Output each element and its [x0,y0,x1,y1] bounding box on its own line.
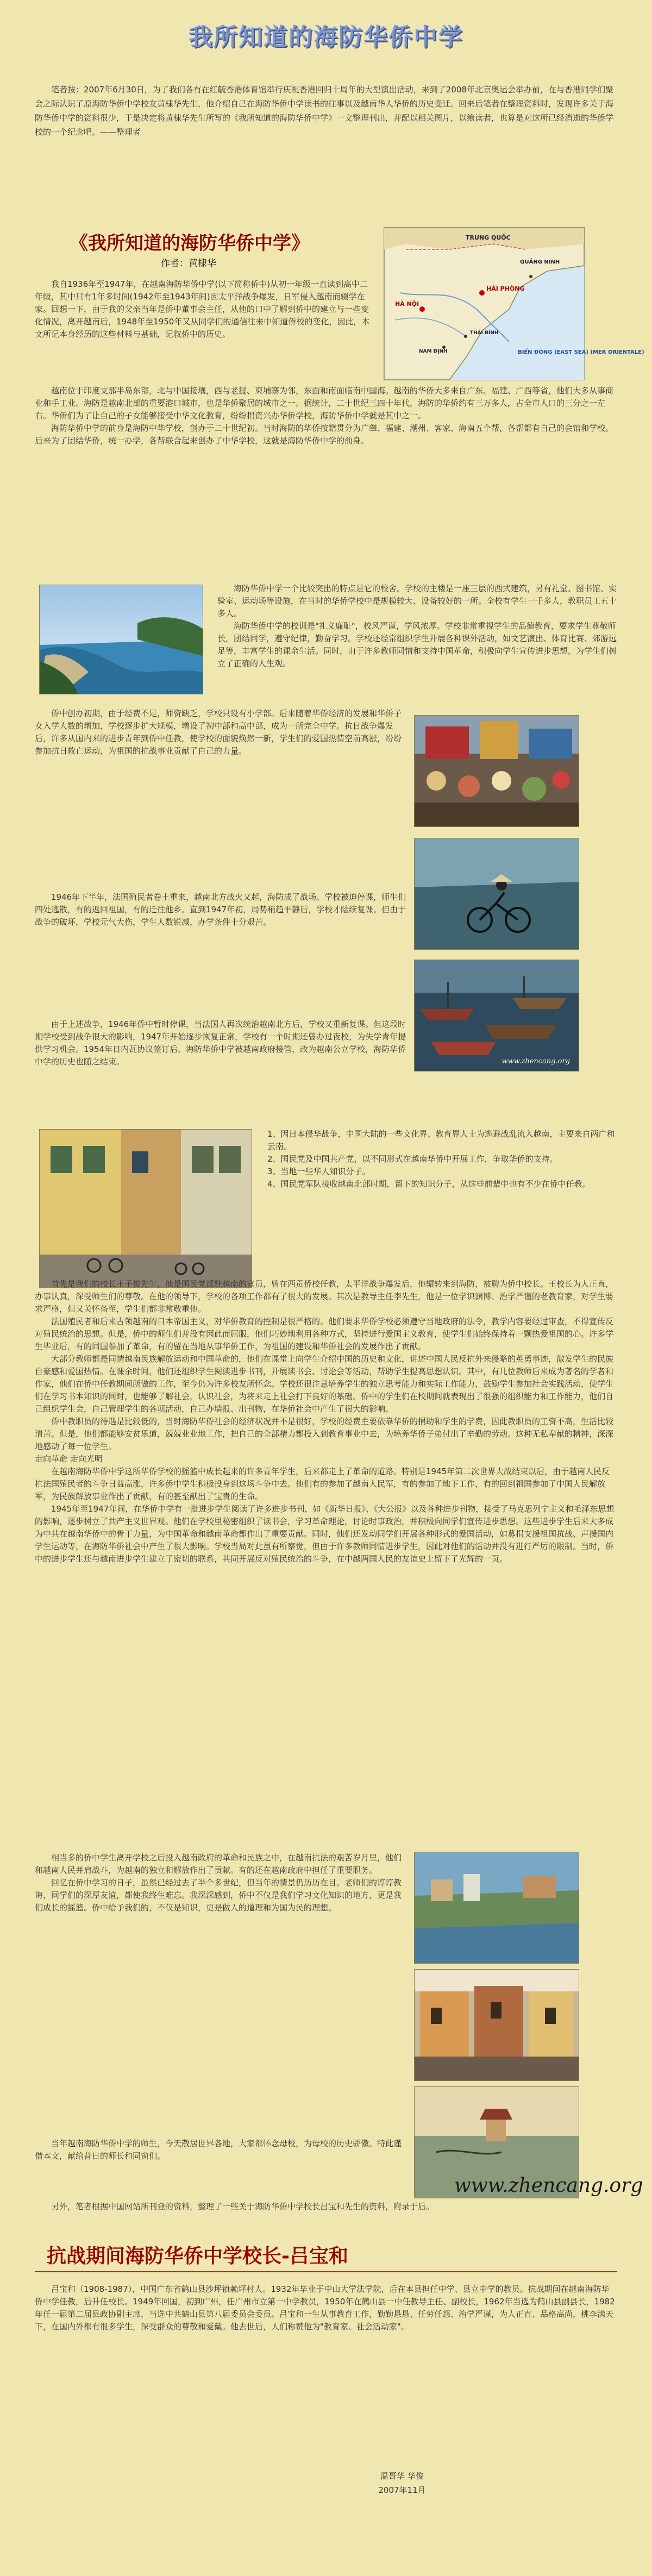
section2-divider [35,2271,617,2272]
river-image [415,1852,579,1963]
article-paragraph-7: 1946年下半年，法国殖民者卷土重来，越南北方战火又起，海防成了战场。学校被迫停课，师生们四处逃散，有的返回祖国，有的迁往他乡。直到1947年初，局势稍趋平静后，学校才陆续复课。但由于战争的破坏，学校元气大伤，学生人数锐减，办学条件十分艰苦。 [35,892,406,927]
section2-bio-paragraph: 吕宝和（1908-1987），中国广东省鹤山县沙坪镇赖坪村人。1932年毕业于中山大学法学院，后在本县担任中学、县立中学的教员。抗战期间在越南海防华侨中学任教，后升任校长。1949年回国，初到广州，任广州市立第一中学教员，1950年在鹤山县一中任教导主任、副校长，1962年当选为鹤山县副县长，1982年任一届第二届县政协副主席，当选中共鹤山县第八届委员会委员。吕宝和一生从事教育工作，勤勤恳恳、任劳任怨、治学严谨，为人正直、品格高尚，桃李满天下，在国内外都有很多学生，深受群众的尊敬和爱戴。他去世后，人们称赞他为"教育家、社会活动家"。 [35,2284,615,2331]
article-paragraph-5: 海防华侨中学的校训是"礼义廉耻"，校风严谨，学风浓厚。学校非常重视学生的品德教育，要求学生尊敬师长，团结同学，遵守纪律，勤奋学习。学校还经常组织学生开展各种课外活动，如文艺演出、体育比赛、郊游远足等，丰富学生的课余生活。同时，由于许多教师同情和支持中国革命，积极向学生宣传进步思想，为学生们树立了正确的人生观。 [217,621,617,668]
map-label-quang-ninh: QUẢNG NINH [520,259,560,265]
article-title: 《我所知道的海防华侨中学》 [70,233,310,254]
map-label-hai-phong: HẢI PHÒNG [486,285,525,292]
site-logo: www.zhencang.org [454,2174,643,2197]
list-item-4: 4、国民党军队接收越南北部时期，留下的知识分子，从这些前辈中也有不少在侨中任教。 [267,1179,591,1189]
list-item-3: 3、当地一些华人知识分子。 [267,1167,371,1176]
photo-river [414,1852,579,1964]
street-image [40,1130,252,1287]
article-block-d [35,707,409,757]
old-quarter-image [415,1970,579,2080]
article-block-j [35,2138,409,2163]
article-paragraph-13: 走向革命 走向光明 [35,1454,103,1464]
photo-old-quarter [414,1969,579,2081]
article-paragraph-3: 海防华侨中学的前身是海防中华学校，创办于二十世纪初。当时海防的华侨按籍贯分为广肇、福建、潮州、客家、海南五个帮，各帮都有自己的会馆和学校。后来为了团结华侨，统一办学，各帮联合起来创办了中华学校，这就是海防华侨中学的前身。 [35,423,614,446]
article-paragraph-2: 越南位于印度支那半岛东部，北与中国接壤，西与老挝、柬埔寨为邻，东面和南面临南中国海。越南的华侨大多来自广东、福建、广西等省，他们大多从事商业和手工业。海防是越南北部的重要港口城市，也是华侨聚居的城市之一。据统计，二十世纪三四十年代，海防的华侨约有三万多人，占全市人口的三分之一左右。华侨们为了让自己的子女能够接受中华文化教育，纷纷捐资兴办华侨学校，海防华侨中学就是其中之一。 [35,386,614,421]
article-paragraph-12: 侨中教职员的待遇是比较低的，当时海防华侨社会的经济状况并不是很好，学校的经费主要依靠华侨的捐助和学生的学费，因此教职员的工资不高，生活比较清苦。但是，他们都能够安贫乐道，兢兢业业地工作，把自己的全部精力都投入到教育事业中去，为培养华侨子弟付出了辛勤的劳动。这种无私奉献的精神，深深地感动了每一位学生。 [35,1417,614,1451]
banner-title: 我所知道的海防华侨中学 [189,23,463,51]
article-paragraph-4: 海防华侨中学一个比较突出的特点是它的校舍。学校的主楼是一座三层的西式建筑，另有礼堂、图书馆、实验室、运动场等设施，在当时的华侨学校中是规模较大、设备较好的一所。全校有学生一千多人，教职员工五十多人。 [217,584,617,618]
cyclist-image [415,838,579,949]
article-block-h [35,1278,617,1565]
article-paragraph-8: 由于上述战争，1946年侨中暂时停课，当法国人再次统治越南北方后，学校又重新复课。但这段时期学校受到战争很大的影响，1947年开始逐步恢复正常，学校有一个时期还曾办过夜校，为失学青年提供学习机会。1954年日内瓦协议签订后，海防华侨中学被越南政府接管，改为越南公立学校，海防华侨中学的历史也随之结束。 [35,1019,406,1067]
article-block-i [35,1852,409,1914]
article-paragraph-10: 法国殖民者和后来占领越南的日本帝国主义，对华侨教育的控制是很严格的。他们要求华侨学校必须遵守当地政府的法令，教学内容要经过审查，不得宣传反对殖民统治的思想。但是，侨中的师生们并没有因此而屈服，他们巧妙地利用各种方式，坚持进行爱国主义教育，使学生们始终保持着一颗热爱祖国的心。许多学生毕业后，有的回国参加了革命，有的留在当地从事华侨工作，为祖国的建设和华侨社会的发展作出了贡献。 [35,1317,614,1351]
article-paragraph-19: 另外，笔者根据中国网站所刊登的资料，整理了一些关于海防华侨中学校长吕宝和先生的资料，附录于后。 [51,2202,435,2211]
banner [35,0,617,49]
photo-market [414,715,579,827]
signature-date: 2007年11月 [378,2485,426,2495]
article-block-a [35,278,376,341]
article-paragraph-15: 1945年至1947年间，在华侨中学有一批进步学生阅读了许多进步书刊，如《新华日报》、《大公报》以及各种进步刊物，接受了马克思列宁主义和毛泽东思想的影响，逐步树立了共产主义世界观。他们在学校里秘密组织了读书会，学习革命理论，讨论时事政治，并积极向同学们宣传进步思想。这些进步学生后来大多成为中共在越南华侨中的骨干力量，为中国革命和越南革命都作出了重要贡献。同时，他们还发动同学们开展各种形式的爱国活动，如募捐支援祖国抗战、声援国内学生运动等，在海防华侨社会中产生了很大影响。学校当局对此虽有所察觉，但由于许多教师同情进步学生，因此对他们的活动并没有进行严厉的限制。当时，侨中的进步学生还与越南进步学生建立了密切的联系，共同开展反对殖民统治的斗争，在中越两国人民的友谊史上留下了光辉的一页。 [35,1504,615,1564]
map-figure [384,227,644,380]
intro-paragraph: 笔者按：2007年6月30日，为了我们各有在红毓香港体育馆举行庆祝香港回归十周年的大型演出活动，来到了2008年北京奥运会举办前，在与香港同学们聚会之际认识了原海防华侨中学校友黄棣华先生，他介绍自己在海防华侨中学读书的往事以及越南华人华侨的历史变迁。回来后笔者在整理资料时，发现许多关于海防华侨中学的资料很少，于是决定将黄棣华先生所写的《我所知道的海防华侨中学》一文整理刊出，并配以相关图片，以飨读者，也算是对这所已经消逝的华侨学校的一个纪念吧。——整理者 [35,85,614,137]
article-block-k [35,2201,617,2213]
list-item-2: 2、国民党及中国共产党，以不同形式在越南华侨中开展工作，争取华侨的支持。 [267,1154,558,1164]
map-label-thai-binh: THÁI BÌNH [470,330,499,336]
photo-watermark: www.zhencang.org [501,1057,570,1066]
article-paragraph-18: 当年越南海防华侨中学的师生，今天散居世界各地，大家都怀念母校，为母校的历史骄傲。特此谨借本文，献给昔日的师长和同窗们。 [35,2139,402,2161]
map-label-ha-noi: HÀ NỘI [395,300,419,308]
boats-image [415,960,579,1071]
article-paragraph-6: 侨中创办初期，由于经费不足，师资缺乏，学校只设有小学部。后来随着华侨经济的发展和华侨子女入学人数的增加，学校逐步扩大规模，增设了初中部和高中部，成为一所完全中学。抗日战争爆发后，许多从国内来的进步青年到侨中任教，使学校的面貌焕然一新，学生们的爱国热情空前高涨，纷纷参加抗日救亡运动，为祖国的抗战事业贡献了自己的力量。 [35,709,402,756]
article-block-e [35,891,409,929]
photo-street [39,1129,252,1288]
signature-author: 温哥华 华俊 [380,2471,424,2481]
article-paragraph-16: 相当多的侨中学生离开学校之后投入越南政府的革命和民族之中，在越南抗法的艰苦岁月里，他们和越南人民并肩战斗，为越南的独立和解放作出了贡献。有的还在越南政府中担任了重要职务。 [35,1853,402,1875]
map-illustration [384,228,644,380]
article-author: 作者：黄棣华 [161,258,216,269]
photo-coastline [39,585,203,694]
photo-cyclist [414,838,579,950]
intro-note [35,83,617,139]
article-block-f [35,1018,409,1068]
coastline-image [40,585,203,694]
list-item-1: 1、因日本侵华战争，中国大陆的一些文化界、教育界人士为逃避战乱流入越南，主要来自两广和云南。 [267,1129,615,1151]
photo-boats [414,960,579,1071]
article-block-c [217,582,617,670]
section2-bio [35,2283,617,2333]
article-paragraph-11: 大部分教师都是同情越南民族解放运动和中国革命的，他们在课堂上向学生介绍中国的历史和文化，讲述中国人民反抗外来侵略的英勇事迹，激发学生的民族自豪感和爱国热情。在课余时间，他们还组织学生阅读进步书刊，开展读书会、讨论会等活动，帮助学生提高思想认识。其中，有几位教师后来成为著名的学者和作家，他们在侨中任教期间所做的工作，至今仍为许多校友所怀念。学校还很注意培养学生的独立思考能力和实际工作能力，鼓励学生参加社会实践活动，使学生们在学习书本知识的同时，也能够了解社会，认识社会，为将来走上社会打下良好的基础。侨中的学生们在校期间就表现出了很强的组织能力和工作能力，他们自己组织学生会，自己管理学生的各项活动，自己办墙报、出刊物，在华侨社会中产生了很大的影响。 [35,1354,614,1414]
section2-title: 抗战期间海防华侨中学校长-吕宝和 [47,2245,348,2267]
article-list [267,1128,617,1190]
article-block-b [35,385,617,447]
article-paragraph-14: 在越南海防华侨中学这所华侨学校的摇篮中成长起来的许多青年学生，后来都走上了革命的道路。特别是1945年第二次世界大战结束以后，由于越南人民反抗法国殖民者的斗争日益高涨，许多侨中学生积极投身到这场斗争中去。他们有的参加了越南人民军，有的参加了地下工作，有的回到祖国参加了中国人民解放军，为民族解放事业作出了贡献，有的甚至献出了宝贵的生命。 [35,1466,610,1501]
article-paragraph-1: 我自1936年至1947年，在越南海防华侨中学(以下简称侨中)从初一年级一直读到高中二年级，其中只有1年多时间(1942年至1943年间)因太平洋战争爆发，日军侵入越南而辍学在家。回想一下，由于我的父亲当年是侨中董事会主任，从他的口中了解到侨中的建立与一些变化情况，离开越南后，1948年至1950年又从同学们的通信往来中知道侨校的变化，因此，本文所记本身经历的这些材料与基础，记叙侨中的历史。 [35,279,370,339]
map-label-sea-text: BIỂN ĐÔNG (EAST SEA) (MER ORIENTALE) [518,349,644,355]
map-label-nam-dinh: NAM ĐỊNH [419,349,448,354]
article-paragraph-17: 回忆在侨中学习的日子，虽然已经过去了半个多世纪，但当年的情景仍历历在目。老师们的谆谆教诲，同学们的深厚友谊，都使我终生难忘。我深深感到，侨中不仅是我们学习文化知识的地方，更是我们成长的摇篮。侨中给予我们的，不仅是知识，更是做人的道理和为国为民的理想。 [35,1878,402,1913]
article-paragraph-9: 首先是我们的校长王子俊先生，他是国民党派驻越南的官员，曾在西贡侨校任教，太平洋战争爆发后，他辗转来到海防，被聘为侨中校长。王校长为人正直，办事认真，深受师生们的尊敬。在他的领导下，学校的各项工作都有了很大的发展。其次是教导主任李先生，他是一位学识渊博、治学严谨的老教育家，对学生要求严格，但又关怀备至，学生们都非常敬重他。 [35,1279,614,1314]
market-image [415,716,579,826]
map-label-china: TRUNG QUỐC [466,234,511,241]
